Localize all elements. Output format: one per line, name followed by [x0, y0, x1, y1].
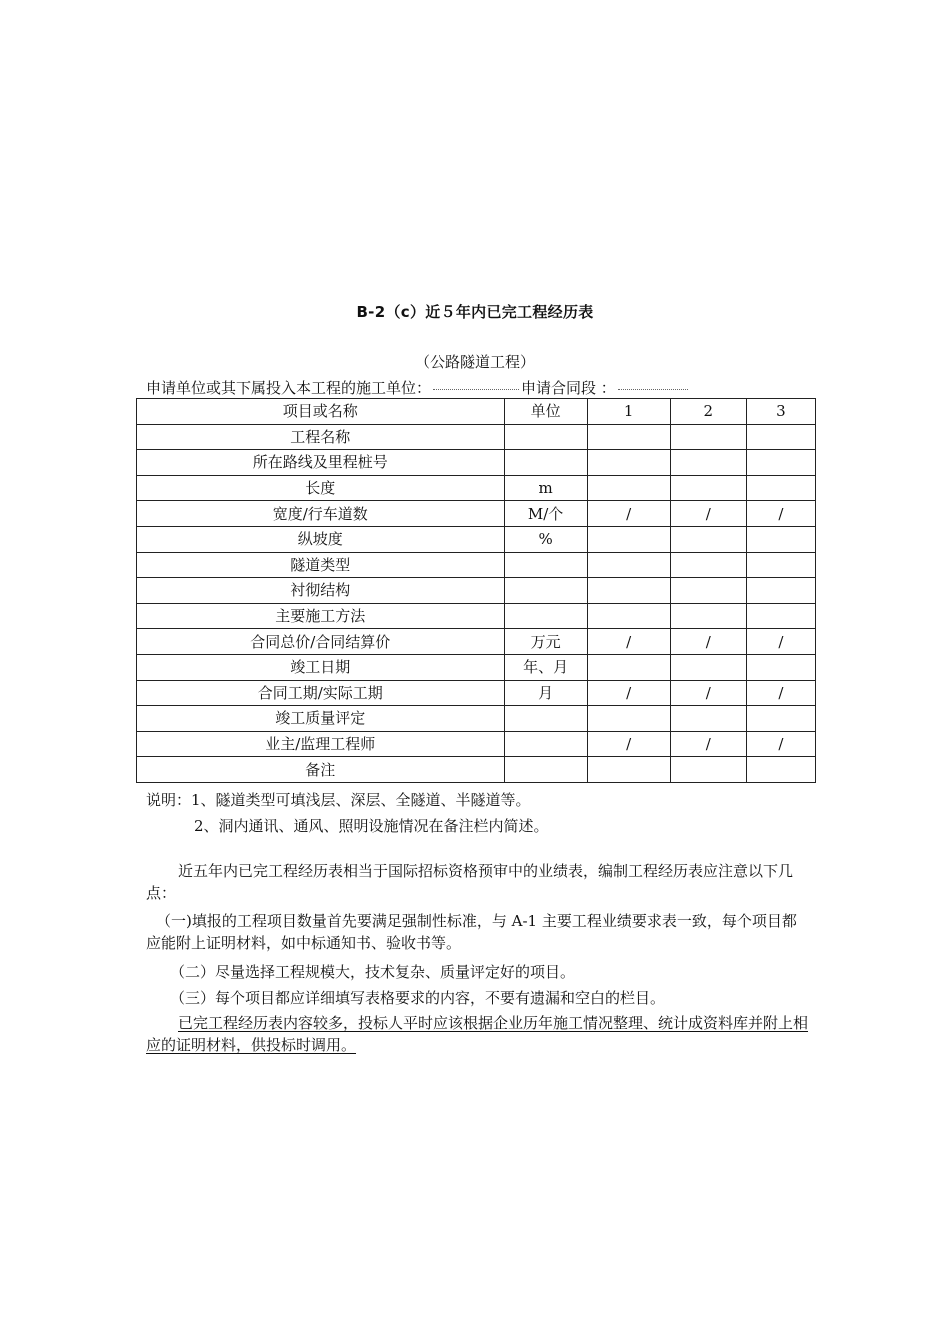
experience-table — [136, 398, 816, 783]
row-col-2-cell — [670, 475, 746, 501]
row-col-3-cell — [746, 603, 815, 629]
row-unit-cell — [504, 706, 587, 732]
row-name-cell: 合同工期/实际工期 — [137, 680, 505, 706]
row-col-2-cell — [670, 424, 746, 450]
row-name-cell: 备注 — [137, 757, 505, 783]
row-unit-cell: 年、月 — [504, 654, 587, 680]
row-col-2-cell: / — [670, 629, 746, 655]
header-unit: 单位 — [504, 399, 587, 425]
row-name-cell: 合同总价/合同结算价 — [137, 629, 505, 655]
row-col-2-cell — [670, 654, 746, 680]
row-name-cell: 工程名称 — [137, 424, 505, 450]
row-col-3-cell — [746, 450, 815, 476]
document-subtitle: （公路隧道工程） — [414, 353, 535, 371]
table-row — [137, 526, 816, 552]
row-col-3-cell — [746, 475, 815, 501]
row-col-1-cell: / — [587, 629, 670, 655]
row-col-2-cell — [670, 706, 746, 732]
table-row — [137, 629, 816, 655]
row-col-1-cell — [587, 526, 670, 552]
contract-blank — [618, 388, 688, 390]
table-row — [137, 654, 816, 680]
row-col-1-cell — [587, 578, 670, 604]
table-row — [137, 578, 816, 604]
row-col-1-cell — [587, 424, 670, 450]
table-row — [137, 731, 816, 757]
row-col-1-cell — [587, 475, 670, 501]
row-col-3-cell — [746, 578, 815, 604]
row-name-cell: 竣工日期 — [137, 654, 505, 680]
header-item-name: 项目或名称 — [137, 399, 505, 425]
header-col-3: 3 — [746, 399, 815, 425]
table-row — [137, 706, 816, 732]
row-col-3-cell: / — [746, 629, 815, 655]
table-row — [137, 450, 816, 476]
row-name-cell: 竣工质量评定 — [137, 706, 505, 732]
row-col-2-cell — [670, 578, 746, 604]
paragraph-point-3: （三）每个项目都应详细填写表格要求的内容，不要有遗漏和空白的栏目。 — [170, 989, 666, 1007]
row-col-3-cell: / — [746, 731, 815, 757]
row-unit-cell — [504, 424, 587, 450]
row-col-2-cell — [670, 552, 746, 578]
row-col-1-cell: / — [587, 501, 670, 527]
paragraph-closing-text: 已完工程经历表内容较多，投标人平时应该根据企业历年施工情况整理、统计成资料库并附上相应的证明材料，供投标时调用。 — [146, 1014, 809, 1054]
table-row — [137, 680, 816, 706]
row-unit-cell: 万元 — [504, 629, 587, 655]
row-col-3-cell — [746, 706, 815, 732]
row-unit-cell: % — [504, 526, 587, 552]
row-col-1-cell — [587, 552, 670, 578]
row-col-3-cell — [746, 552, 815, 578]
row-name-cell: 宽度/行车道数 — [137, 501, 505, 527]
row-col-1-cell — [587, 757, 670, 783]
table-row — [137, 475, 816, 501]
row-col-1-cell — [587, 450, 670, 476]
row-unit-cell: M/个 — [504, 501, 587, 527]
row-name-cell: 衬彻结构 — [137, 578, 505, 604]
row-col-3-cell: / — [746, 680, 815, 706]
row-unit-cell: m — [504, 475, 587, 501]
table-row — [137, 603, 816, 629]
row-unit-cell — [504, 450, 587, 476]
paragraph-point-1: （一)填报的工程项目数量首先要满足强制性标准，与 A-1 主要工程业绩要求表一致，每个项目都应能附上证明材料，如中标通知书、验收书等。 — [146, 912, 797, 952]
row-col-2-cell — [670, 757, 746, 783]
row-unit-cell — [504, 731, 587, 757]
row-name-cell: 隧道类型 — [137, 552, 505, 578]
applicant-blank — [433, 388, 519, 390]
row-unit-cell — [504, 757, 587, 783]
table-header-row — [137, 399, 816, 425]
paragraph-intro: 近五年内已完工程经历表相当于国际招标资格预审中的业绩表，编制工程经历表应注意以下几点： — [146, 862, 794, 902]
applicant-line — [146, 377, 690, 398]
row-unit-cell — [504, 603, 587, 629]
row-col-3-cell — [746, 526, 815, 552]
note-1: 说明：1、隧道类型可填浅层、深层、全隧道、半隧道等。 — [146, 791, 531, 809]
table-row — [137, 552, 816, 578]
row-col-2-cell: / — [670, 680, 746, 706]
row-unit-cell — [504, 578, 587, 604]
row-col-1-cell: / — [587, 731, 670, 757]
row-name-cell: 主要施工方法 — [137, 603, 505, 629]
row-name-cell: 纵坡度 — [137, 526, 505, 552]
paragraph-point-2: （二）尽量选择工程规模大，技术复杂、质量评定好的项目。 — [170, 963, 576, 981]
table-row — [137, 501, 816, 527]
row-col-2-cell: / — [670, 501, 746, 527]
row-col-1-cell — [587, 706, 670, 732]
row-name-cell: 长度 — [137, 475, 505, 501]
row-col-1-cell — [587, 603, 670, 629]
row-col-3-cell: / — [746, 501, 815, 527]
row-col-3-cell — [746, 424, 815, 450]
row-col-1-cell — [587, 654, 670, 680]
row-col-1-cell: / — [587, 680, 670, 706]
row-unit-cell: 月 — [504, 680, 587, 706]
row-col-2-cell — [670, 450, 746, 476]
note-2: 2、洞内通讯、通风、照明设施情况在备注栏内简述。 — [194, 817, 549, 835]
row-col-2-cell — [670, 526, 746, 552]
row-col-3-cell — [746, 757, 815, 783]
table-row — [137, 424, 816, 450]
applicant-label: 申请单位或其下属投入本工程的施工单位： — [146, 379, 432, 397]
paragraph-closing — [146, 1012, 811, 1056]
row-col-2-cell — [670, 603, 746, 629]
document-title: B-2（c）近５年内已完工程经历表 — [356, 303, 594, 321]
table-row — [137, 757, 816, 783]
contract-label: 申请合同段 ： — [521, 379, 616, 397]
header-col-2: 2 — [670, 399, 746, 425]
row-name-cell: 所在路线及里程桩号 — [137, 450, 505, 476]
row-col-2-cell: / — [670, 731, 746, 757]
row-name-cell: 业主/监理工程师 — [137, 731, 505, 757]
row-col-3-cell — [746, 654, 815, 680]
row-unit-cell — [504, 552, 587, 578]
header-col-1: 1 — [587, 399, 670, 425]
